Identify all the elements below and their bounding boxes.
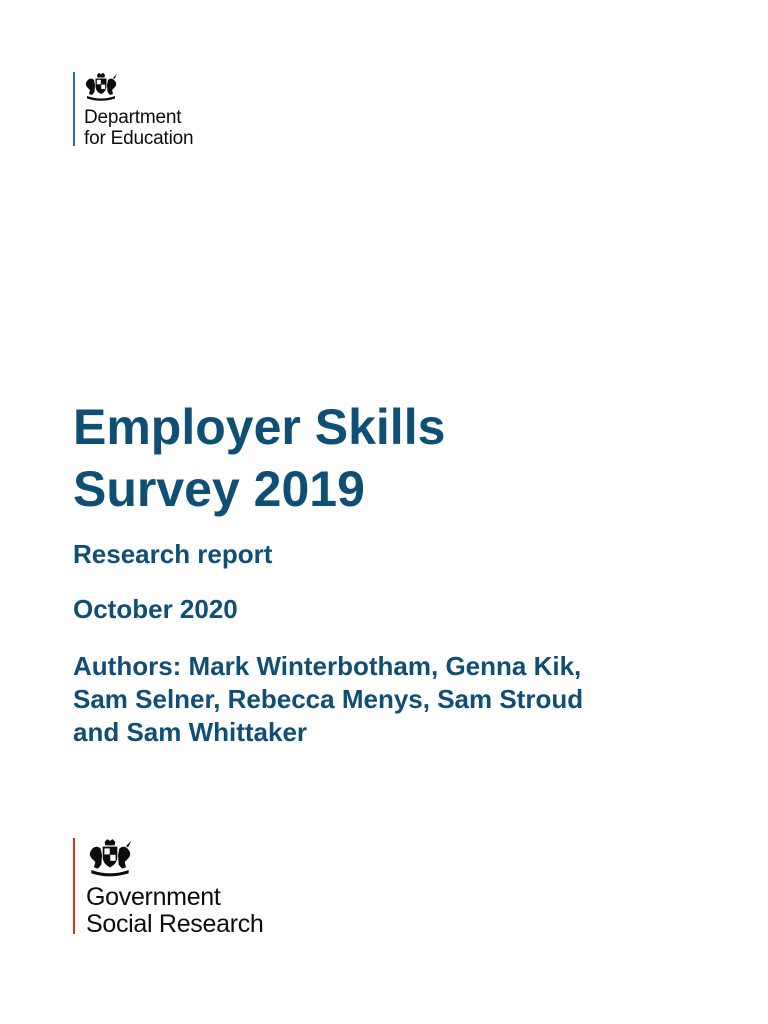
report-authors — [73, 650, 733, 749]
dfe-line-2: for Education — [84, 128, 194, 149]
report-title — [73, 396, 445, 520]
gsr-wordmark — [86, 884, 264, 938]
royal-coat-of-arms-icon — [83, 72, 119, 102]
dfe-line-1: Department — [84, 107, 182, 128]
report-title-line-1: Employer Skills — [73, 399, 446, 455]
authors-line-2: Sam Selner, Rebecca Menys, Sam Stroud — [73, 684, 584, 714]
authors-line-3: and Sam Whittaker — [73, 717, 308, 747]
report-title-line-2: Survey 2019 — [73, 461, 365, 517]
dfe-wordmark — [84, 107, 193, 149]
gsr-line-1: Government — [86, 883, 221, 911]
royal-coat-of-arms-icon — [85, 838, 135, 878]
report-subtitle: Research report — [73, 539, 273, 569]
gsr-line-2: Social Research — [86, 910, 264, 938]
dfe-logo — [73, 72, 194, 149]
report-date: October 2020 — [73, 594, 238, 624]
gsr-logo — [73, 838, 264, 938]
authors-line-1: Authors: Mark Winterbotham, Genna Kik, — [73, 651, 582, 681]
